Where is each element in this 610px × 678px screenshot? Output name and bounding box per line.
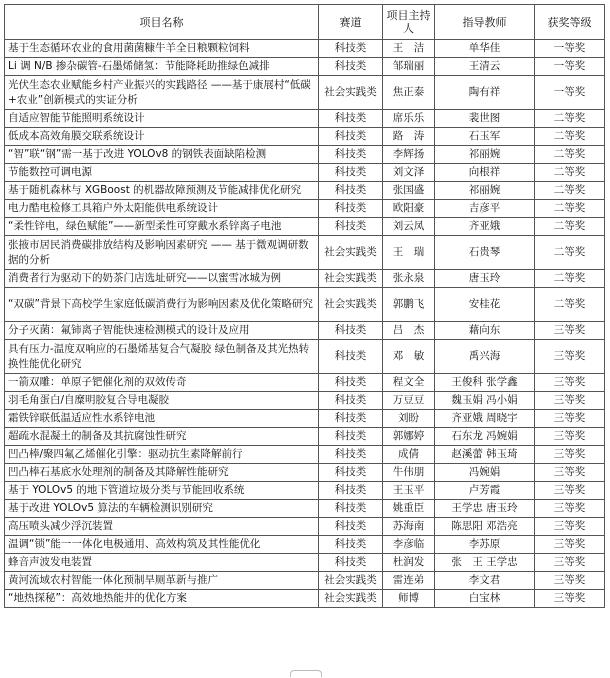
award-cell: 二等奖 (535, 110, 605, 128)
leader-cell: 邓 敏 (383, 340, 435, 374)
advisor-cell: 张 王 王学忠 (435, 554, 535, 572)
award-cell: 三等奖 (535, 554, 605, 572)
project-name-cell: 具有压力-温度双响应的石墨烯基复合气凝胶 绿色制备及其光热转换性能优化研究 (5, 340, 319, 374)
project-name-cell: 张掖市居民消费碳排放结构及影响因素研究 —— 基于微观调研数据的分析 (5, 236, 319, 270)
advisor-cell: 裴世图 (435, 110, 535, 128)
project-name-cell: 基于生态循环农业的食用菌菌糠牛羊全日粮颗粒饲料 (5, 40, 319, 58)
header-row (5, 5, 605, 40)
advisor-cell: 石玉军 (435, 128, 535, 146)
table-row (5, 58, 605, 76)
track-cell: 科技类 (319, 554, 383, 572)
project-name-cell: 温调“锁”能一一体化电极通用、高效构筑及其性能优化 (5, 536, 319, 554)
table-row (5, 340, 605, 374)
header-advisor: 指导教师 (435, 5, 535, 40)
table-row (5, 270, 605, 288)
track-cell: 社会实践类 (319, 288, 383, 322)
track-cell: 科技类 (319, 128, 383, 146)
leader-cell: 焦正泰 (383, 76, 435, 110)
track-cell: 科技类 (319, 464, 383, 482)
leader-cell: 王玉平 (383, 482, 435, 500)
leader-cell: 王 洁 (383, 40, 435, 58)
award-cell: 三等奖 (535, 392, 605, 410)
header-award: 获奖等级 (535, 5, 605, 40)
project-name-cell: 基于改进 YOLOv5 算法的车辆检测识别研究 (5, 500, 319, 518)
header-track: 赛道 (319, 5, 383, 40)
track-cell: 科技类 (319, 340, 383, 374)
award-cell: 一等奖 (535, 40, 605, 58)
project-name-cell: “双碳”背景下高校学生家庭低碳消费行为影响因素及优化策略研究 (5, 288, 319, 322)
award-cell: 三等奖 (535, 536, 605, 554)
header-leader: 项目主持人 (383, 5, 435, 40)
project-name-cell: 节能数控可调电源 (5, 164, 319, 182)
project-name-cell: “柔性锌电，绿色赋能”——新型柔性可穿戴水系锌离子电池 (5, 218, 319, 236)
project-name-cell: 光伏生态农业赋能乡村产业振兴的实践路径 ——基于康展村“低碳+农业”创新模式的实证分析 (5, 76, 319, 110)
track-cell: 科技类 (319, 200, 383, 218)
leader-cell: 程文全 (383, 374, 435, 392)
award-cell: 二等奖 (535, 182, 605, 200)
table-row (5, 182, 605, 200)
advisor-cell: 王俊科 张学鑫 (435, 374, 535, 392)
table-row (5, 218, 605, 236)
leader-cell: 万豆豆 (383, 392, 435, 410)
table-row (5, 76, 605, 110)
leader-cell: 郭鹏飞 (383, 288, 435, 322)
table-row (5, 590, 605, 608)
advisor-cell: 陶有祥 (435, 76, 535, 110)
award-cell: 二等奖 (535, 270, 605, 288)
table-row (5, 482, 605, 500)
advisor-cell: 单华佳 (435, 40, 535, 58)
award-cell: 三等奖 (535, 482, 605, 500)
track-cell: 社会实践类 (319, 270, 383, 288)
project-name-cell: 基于随机森林与 XGBoost 的机器故障预测及节能减排优化研究 (5, 182, 319, 200)
leader-cell: 刘文泽 (383, 164, 435, 182)
award-cell: 三等奖 (535, 590, 605, 608)
table-body (5, 40, 605, 608)
leader-cell: 刘云凤 (383, 218, 435, 236)
advisor-cell: 冯婉娟 (435, 464, 535, 482)
leader-cell: 李彦临 (383, 536, 435, 554)
track-cell: 科技类 (319, 410, 383, 428)
track-cell: 科技类 (319, 536, 383, 554)
leader-cell: 师博 (383, 590, 435, 608)
award-cell: 三等奖 (535, 374, 605, 392)
leader-cell: 姚重臣 (383, 500, 435, 518)
award-cell: 三等奖 (535, 322, 605, 340)
project-name-cell: 消费者行为驱动下的奶茶门店选址研究——以蜜雪冰城为例 (5, 270, 319, 288)
project-name-cell: 黄河流域农村智能一体化预制旱厕革新与推广 (5, 572, 319, 590)
advisor-cell: 石东龙 冯婉娟 (435, 428, 535, 446)
table-row (5, 554, 605, 572)
track-cell: 科技类 (319, 392, 383, 410)
award-cell: 一等奖 (535, 76, 605, 110)
leader-cell: 张永泉 (383, 270, 435, 288)
project-name-cell: 高压喷头减少浮沉装置 (5, 518, 319, 536)
advisor-cell: 赵溪蕾 韩玉琦 (435, 446, 535, 464)
page-footer-tab (290, 670, 322, 677)
award-cell: 二等奖 (535, 218, 605, 236)
project-name-cell: 超疏水混凝土的制备及其抗腐蚀性研究 (5, 428, 319, 446)
award-cell: 二等奖 (535, 200, 605, 218)
project-name-cell: “地热探秘”：高效地热能井的优化方案 (5, 590, 319, 608)
project-name-cell: 电力酷电检修工具箱户外太阳能供电系统设计 (5, 200, 319, 218)
project-name-cell: 蜂音声波发电装置 (5, 554, 319, 572)
leader-cell: 刘盼 (383, 410, 435, 428)
advisor-cell: 陈思阳 邓浩亮 (435, 518, 535, 536)
leader-cell: 杜润发 (383, 554, 435, 572)
track-cell: 科技类 (319, 374, 383, 392)
award-cell: 一等奖 (535, 58, 605, 76)
table-row (5, 236, 605, 270)
track-cell: 科技类 (319, 500, 383, 518)
project-name-cell: 一箭双雕：单原子钯催化剂的双效传奇 (5, 374, 319, 392)
leader-cell: 吕 杰 (383, 322, 435, 340)
leader-cell: 邹瑞丽 (383, 58, 435, 76)
table-row (5, 410, 605, 428)
award-cell: 三等奖 (535, 518, 605, 536)
track-cell: 科技类 (319, 322, 383, 340)
project-name-cell: Li 调 N/B 掺杂碳管-石墨烯储氢：节能降耗助推绿色减排 (5, 58, 319, 76)
table-row (5, 428, 605, 446)
track-cell: 科技类 (319, 110, 383, 128)
advisor-cell: 李文君 (435, 572, 535, 590)
leader-cell: 路 涛 (383, 128, 435, 146)
table-row (5, 146, 605, 164)
track-cell: 科技类 (319, 518, 383, 536)
header-project-name: 项目名称 (5, 5, 319, 40)
award-cell: 三等奖 (535, 410, 605, 428)
leader-cell: 李辉扬 (383, 146, 435, 164)
award-cell: 三等奖 (535, 446, 605, 464)
table-row (5, 110, 605, 128)
leader-cell: 成倩 (383, 446, 435, 464)
project-name-cell: 凹凸棒石基底水处理剂的制备及其降解性能研究 (5, 464, 319, 482)
table-row (5, 446, 605, 464)
leader-cell: 席乐乐 (383, 110, 435, 128)
project-name-cell: 自适应智能节能照明系统设计 (5, 110, 319, 128)
table-row (5, 518, 605, 536)
table-row (5, 200, 605, 218)
project-name-cell: “智”联“钢”需一基于改进 YOLOv8 的钢铁表面缺陷检测 (5, 146, 319, 164)
advisor-cell: 吉彦平 (435, 200, 535, 218)
track-cell: 社会实践类 (319, 76, 383, 110)
track-cell: 社会实践类 (319, 590, 383, 608)
project-name-cell: 分子灭菌：氟铈离子智能快速检测模式的设计及应用 (5, 322, 319, 340)
track-cell: 科技类 (319, 40, 383, 58)
leader-cell: 张国盛 (383, 182, 435, 200)
table-row (5, 536, 605, 554)
award-cell: 二等奖 (535, 146, 605, 164)
leader-cell: 苏海南 (383, 518, 435, 536)
leader-cell: 郭娜婷 (383, 428, 435, 446)
award-cell: 二等奖 (535, 288, 605, 322)
advisor-cell: 李苏原 (435, 536, 535, 554)
project-name-cell: 凹凸棒/聚四氟乙烯催化引擎：驱动抗生素降解前行 (5, 446, 319, 464)
award-cell: 三等奖 (535, 572, 605, 590)
advisor-cell: 禹兴海 (435, 340, 535, 374)
award-cell: 二等奖 (535, 236, 605, 270)
table-row (5, 288, 605, 322)
track-cell: 科技类 (319, 428, 383, 446)
table-row (5, 500, 605, 518)
advisor-cell: 白宝林 (435, 590, 535, 608)
track-cell: 科技类 (319, 446, 383, 464)
award-cell: 二等奖 (535, 128, 605, 146)
project-name-cell: 基于 YOLOv5 的地下管道垃圾分类与节能回收系统 (5, 482, 319, 500)
track-cell: 科技类 (319, 146, 383, 164)
award-cell: 三等奖 (535, 464, 605, 482)
track-cell: 科技类 (319, 58, 383, 76)
project-name-cell: 羽毛角蛋白/自糜明胶复合导电凝胶 (5, 392, 319, 410)
leader-cell: 欧阳豪 (383, 200, 435, 218)
track-cell: 科技类 (319, 164, 383, 182)
table-row (5, 464, 605, 482)
advisor-cell: 王清云 (435, 58, 535, 76)
project-name-cell: 霜铁锌联低温适应性水系锌电池 (5, 410, 319, 428)
award-cell: 三等奖 (535, 500, 605, 518)
table-row (5, 392, 605, 410)
award-cell: 三等奖 (535, 428, 605, 446)
advisor-cell: 齐亚娥 (435, 218, 535, 236)
track-cell: 社会实践类 (319, 236, 383, 270)
table-row (5, 322, 605, 340)
advisor-cell: 卢芳霞 (435, 482, 535, 500)
track-cell: 社会实践类 (319, 572, 383, 590)
advisor-cell: 祁丽婉 (435, 146, 535, 164)
project-name-cell: 低成本高效角膜交联系统设计 (5, 128, 319, 146)
award-cell: 二等奖 (535, 164, 605, 182)
leader-cell: 牛伟朋 (383, 464, 435, 482)
advisor-cell: 藉向东 (435, 322, 535, 340)
awards-table (4, 4, 605, 608)
advisor-cell: 王学忠 唐玉玲 (435, 500, 535, 518)
advisor-cell: 齐亚娥 周晓宇 (435, 410, 535, 428)
table-row (5, 40, 605, 58)
advisor-cell: 安桂花 (435, 288, 535, 322)
table-row (5, 128, 605, 146)
track-cell: 科技类 (319, 482, 383, 500)
leader-cell: 雷连弟 (383, 572, 435, 590)
leader-cell: 王 瑞 (383, 236, 435, 270)
table-row (5, 572, 605, 590)
advisor-cell: 魏玉娟 冯小娟 (435, 392, 535, 410)
advisor-cell: 向根祥 (435, 164, 535, 182)
track-cell: 科技类 (319, 218, 383, 236)
advisor-cell: 石贵琴 (435, 236, 535, 270)
table-row (5, 164, 605, 182)
advisor-cell: 唐玉玲 (435, 270, 535, 288)
advisor-cell: 祁丽婉 (435, 182, 535, 200)
track-cell: 科技类 (319, 182, 383, 200)
award-cell: 三等奖 (535, 340, 605, 374)
table-row (5, 374, 605, 392)
